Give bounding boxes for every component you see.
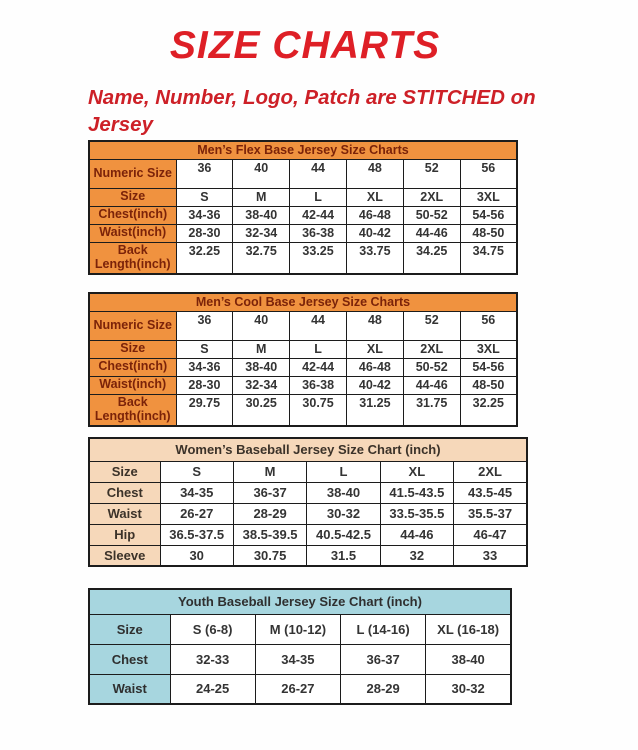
cell: L xyxy=(290,340,347,358)
row-label: Size xyxy=(89,461,160,482)
page-subtitle: Name, Number, Logo, Patch are STITCHED on Jersey xyxy=(88,86,536,137)
cell: 56 xyxy=(460,311,517,340)
row-label: Hip xyxy=(89,524,160,545)
cell: L (14-16) xyxy=(341,614,426,644)
cell: 56 xyxy=(460,159,517,188)
cell: 36 xyxy=(176,311,233,340)
cell: 2XL xyxy=(454,461,527,482)
table-row xyxy=(89,340,517,358)
womens-baseball-size-table xyxy=(88,437,528,567)
cell: XL xyxy=(380,461,453,482)
table-row xyxy=(89,224,517,242)
table-title: Youth Baseball Jersey Size Chart (inch) xyxy=(89,589,511,614)
cell: 24-25 xyxy=(170,674,255,704)
cell: 28-29 xyxy=(233,503,306,524)
cell: 38-40 xyxy=(233,358,290,376)
cell: S xyxy=(176,188,233,206)
table-row xyxy=(89,358,517,376)
cell: 40-42 xyxy=(346,224,403,242)
cell: 30-32 xyxy=(307,503,380,524)
cell: 31.25 xyxy=(346,394,403,426)
cell: 30-32 xyxy=(426,674,511,704)
cell: 31.5 xyxy=(307,545,380,566)
row-label: Back Length(inch) xyxy=(89,242,176,274)
row-label: Chest(inch) xyxy=(89,206,176,224)
cell: 35.5-37 xyxy=(454,503,527,524)
row-label: Waist(inch) xyxy=(89,376,176,394)
cell: M xyxy=(233,340,290,358)
cell: 29.75 xyxy=(176,394,233,426)
cell: 34-36 xyxy=(176,206,233,224)
row-label: Sleeve xyxy=(89,545,160,566)
row-label: Chest xyxy=(89,482,160,503)
cell: 32.25 xyxy=(176,242,233,274)
table-row xyxy=(89,674,511,704)
table-row xyxy=(89,159,517,188)
cell: 33.25 xyxy=(290,242,347,274)
row-label: Waist xyxy=(89,503,160,524)
cell: M xyxy=(233,188,290,206)
table-row xyxy=(89,524,527,545)
cell: M xyxy=(233,461,306,482)
cell: 46-47 xyxy=(454,524,527,545)
cell: 36-37 xyxy=(341,644,426,674)
cell: 31.75 xyxy=(403,394,460,426)
cell: XL xyxy=(346,340,403,358)
cell: 32-34 xyxy=(233,224,290,242)
cell: 26-27 xyxy=(255,674,340,704)
cell: 2XL xyxy=(403,188,460,206)
youth-baseball-size-table xyxy=(88,588,512,705)
cell: 36 xyxy=(176,159,233,188)
table-title: Women’s Baseball Jersey Size Chart (inch) xyxy=(89,438,527,461)
row-label: Back Length(inch) xyxy=(89,394,176,426)
cell: 44-46 xyxy=(380,524,453,545)
cell: 36-38 xyxy=(290,224,347,242)
cell: S xyxy=(176,340,233,358)
cell: 52 xyxy=(403,311,460,340)
cell: 3XL xyxy=(460,340,517,358)
cell: 32.75 xyxy=(233,242,290,274)
cell: 48-50 xyxy=(460,376,517,394)
cell: 26-27 xyxy=(160,503,233,524)
cell: 48 xyxy=(346,311,403,340)
cell: 36-37 xyxy=(233,482,306,503)
cell: 34-35 xyxy=(160,482,233,503)
cell: 38-40 xyxy=(426,644,511,674)
cell: 32-34 xyxy=(233,376,290,394)
cell: 30 xyxy=(160,545,233,566)
cell: 36.5-37.5 xyxy=(160,524,233,545)
cell: 42-44 xyxy=(290,358,347,376)
table-row xyxy=(89,376,517,394)
table-row xyxy=(89,206,517,224)
cell: 33.75 xyxy=(346,242,403,274)
row-label: Chest xyxy=(89,644,170,674)
cell: 54-56 xyxy=(460,358,517,376)
table-row xyxy=(89,394,517,426)
table-row xyxy=(89,461,527,482)
cell: 28-30 xyxy=(176,376,233,394)
cell: 2XL xyxy=(403,340,460,358)
cell: 38.5-39.5 xyxy=(233,524,306,545)
cell: 44-46 xyxy=(403,376,460,394)
cell: XL (16-18) xyxy=(426,614,511,644)
table-row xyxy=(89,188,517,206)
table-row xyxy=(89,545,527,566)
cell: 46-48 xyxy=(346,358,403,376)
mens-flex-base-size-table xyxy=(88,140,518,275)
table-row xyxy=(89,242,517,274)
cell: 48 xyxy=(346,159,403,188)
row-label: Waist(inch) xyxy=(89,224,176,242)
cell: 50-52 xyxy=(403,206,460,224)
cell: XL xyxy=(346,188,403,206)
cell: 34.75 xyxy=(460,242,517,274)
cell: S xyxy=(160,461,233,482)
cell: 34.25 xyxy=(403,242,460,274)
cell: 43.5-45 xyxy=(454,482,527,503)
cell: 30.75 xyxy=(290,394,347,426)
cell: 32-33 xyxy=(170,644,255,674)
cell: 30.75 xyxy=(233,545,306,566)
cell: 34-36 xyxy=(176,358,233,376)
cell: 40 xyxy=(233,159,290,188)
row-label: Chest(inch) xyxy=(89,358,176,376)
cell: 48-50 xyxy=(460,224,517,242)
cell: 32 xyxy=(380,545,453,566)
cell: 3XL xyxy=(460,188,517,206)
cell: S (6-8) xyxy=(170,614,255,644)
cell: 40.5-42.5 xyxy=(307,524,380,545)
cell: 32.25 xyxy=(460,394,517,426)
cell: 40 xyxy=(233,311,290,340)
table-row xyxy=(89,644,511,674)
cell: 30.25 xyxy=(233,394,290,426)
cell: 40-42 xyxy=(346,376,403,394)
table-row xyxy=(89,482,527,503)
cell: 36-38 xyxy=(290,376,347,394)
cell: L xyxy=(307,461,380,482)
cell: 52 xyxy=(403,159,460,188)
row-label: Numeric Size xyxy=(89,159,176,188)
cell: 44 xyxy=(290,159,347,188)
cell: 38-40 xyxy=(307,482,380,503)
cell: 33.5-35.5 xyxy=(380,503,453,524)
cell: 28-29 xyxy=(341,674,426,704)
mens-cool-base-size-table xyxy=(88,292,518,427)
cell: M (10-12) xyxy=(255,614,340,644)
table-row xyxy=(89,503,527,524)
cell: 46-48 xyxy=(346,206,403,224)
row-label: Numeric Size xyxy=(89,311,176,340)
row-label: Waist xyxy=(89,674,170,704)
cell: 42-44 xyxy=(290,206,347,224)
cell: L xyxy=(290,188,347,206)
table-title: Men’s Cool Base Jersey Size Charts xyxy=(89,293,517,311)
row-label: Size xyxy=(89,188,176,206)
cell: 44-46 xyxy=(403,224,460,242)
cell: 28-30 xyxy=(176,224,233,242)
cell: 33 xyxy=(454,545,527,566)
cell: 44 xyxy=(290,311,347,340)
cell: 34-35 xyxy=(255,644,340,674)
table-row xyxy=(89,311,517,340)
cell: 41.5-43.5 xyxy=(380,482,453,503)
cell: 50-52 xyxy=(403,358,460,376)
cell: 54-56 xyxy=(460,206,517,224)
row-label: Size xyxy=(89,340,176,358)
cell: 38-40 xyxy=(233,206,290,224)
row-label: Size xyxy=(89,614,170,644)
table-row xyxy=(89,614,511,644)
page-title: SIZE CHARTS xyxy=(169,24,441,67)
table-title: Men’s Flex Base Jersey Size Charts xyxy=(89,141,517,159)
